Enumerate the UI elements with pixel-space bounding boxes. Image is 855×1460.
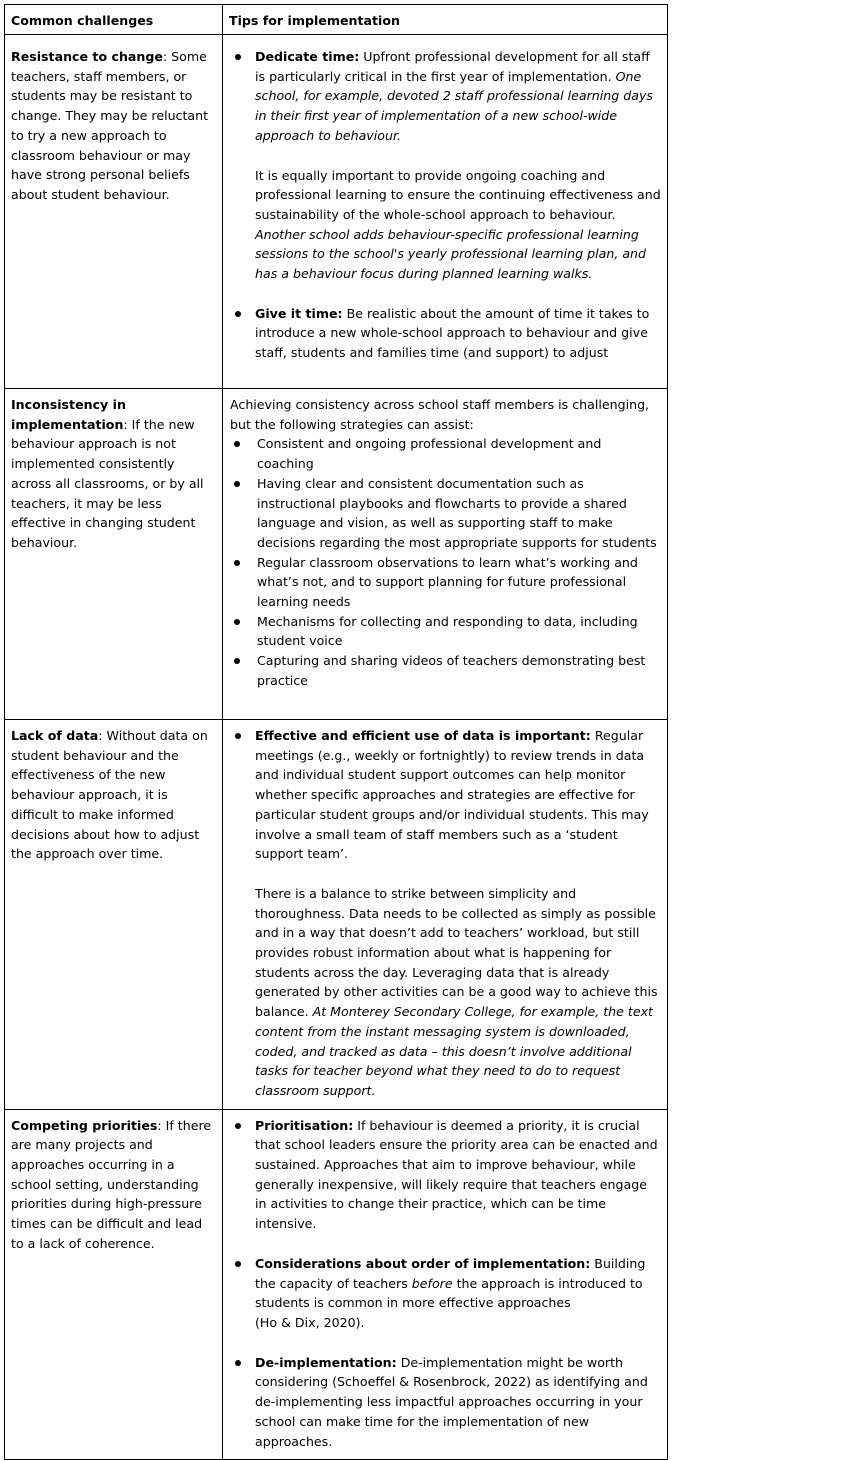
tip-text: Regular meetings (e.g., weekly or fortnightly) to review trends in data and individual student support outcomes can help monitor whether specific approaches and strategies are effective for particular student groups and/or individual students. This may involve a small team of staff members such as a ‘student support team’. [255, 728, 649, 862]
tip-emphasis: before [411, 1275, 453, 1291]
challenge-cell [5, 35, 223, 389]
bullet-icon [235, 1360, 241, 1366]
challenge-text: : If the new behaviour approach is not implemented consistently across all classrooms, or by all teachers, it may be less effective in changing student behaviour. [11, 416, 204, 550]
tip-text: De-implementation might be worth considering (Schoeffel & Rosenbrock, 2022) as identifying and de-implementing less impactful approaches occurring in your school can make time for the implementation of new approaches. [255, 1354, 648, 1449]
tips-cell [223, 1109, 668, 1460]
table-row [5, 389, 668, 720]
challenge-text: : If there are many projects and approaches occurring in a school setting, understanding priorities during high-pressure times can be difficult and lead to a lack of coherence. [11, 1117, 212, 1251]
bullet-icon [235, 54, 241, 60]
tip-text: If behaviour is deemed a priority, it is crucial that school leaders ensure the priority area can be enacted and sustained. Approaches that aim to improve behaviour, while generally inexpensive, will likely require that teachers engage in activities to change their practice, which can be time intensive. [255, 1117, 658, 1232]
tip-text: Building the capacity of teachers [255, 1255, 646, 1291]
list-item [230, 612, 661, 651]
table-row [5, 1109, 668, 1460]
challenge-text: : Without data on student behaviour and the effectiveness of the new behaviour approach, it is difficult to make informed decisions about how to adjust the approach over time. [11, 728, 208, 862]
tip-title: Considerations about order of implementation: [255, 1255, 591, 1271]
tip-title: Prioritisation: [255, 1117, 354, 1133]
tips-cell [223, 720, 668, 1110]
bullet-icon [234, 481, 240, 487]
header-tips-for-implementation: Tips for implementation [223, 5, 668, 35]
tips-intro: Achieving consistency across school staff members is challenging, but the following strategies can assist: [230, 397, 650, 432]
bullet-icon [234, 441, 240, 447]
tip-paragraph-text: It is equally important to provide ongoing coaching and professional learning to ensure the continuing effectiveness and sustainability of the whole-school approach to behaviour. [255, 167, 661, 222]
tip-title: Effective and efficient use of data is important: [255, 728, 591, 743]
list-item [230, 553, 661, 612]
header-common-challenges: Common challenges [5, 5, 223, 35]
tip-title: Give it time: [255, 305, 343, 321]
list-item [230, 474, 661, 553]
bullet-icon [235, 311, 241, 317]
challenges-table [4, 4, 668, 1460]
challenge-text: : Some teachers, staff members, or students may be resistant to change. They may be reluctant to try a new approach to classroom behaviour or may have strong personal beliefs about student behaviour. [11, 49, 209, 202]
list-item-text: Regular classroom observations to learn what’s working and what’s not, and to support planning for future professional learning needs [257, 554, 638, 610]
list-item [230, 726, 661, 1101]
list-item-text: Mechanisms for collecting and responding to data, including student voice [257, 613, 638, 649]
tip-example: One school, for example, devoted 2 staff professional learning days in their first year of implementation of a new school-wide approach to behaviour. [255, 68, 653, 143]
tips-cell [223, 389, 668, 720]
challenge-cell [5, 1109, 223, 1460]
header-row [5, 5, 668, 35]
list-item-text: Having clear and consistent documentation such as instructional playbooks and flowcharts to provide a shared language and vision, as well as supporting staff to make decisions regarding the most appropriate supports for students [257, 475, 657, 550]
tip-paragraph-example: Another school adds behaviour-specific professional learning sessions to the school's yearly professional learning plan, and has a behaviour focus during planned learning walks. [255, 226, 647, 282]
challenge-title: Inconsistency in implementation [11, 397, 126, 432]
challenge-cell [5, 389, 223, 720]
bullet-icon [234, 658, 240, 664]
tip-title: Dedicate time: [255, 49, 360, 64]
tips-cell [223, 35, 668, 389]
list-item [230, 651, 661, 690]
tip-paragraph-example: At Monterey Secondary College, for example, the text content from the instant messaging system is downloaded, coded, and tracked as data – this doesn’t involve additional tasks for teacher beyond what they need to do to request classroom support. [255, 1004, 653, 1098]
challenge-cell [5, 720, 223, 1110]
list-item-text: Consistent and ongoing professional development and coaching [257, 436, 602, 472]
tip-paragraph [255, 884, 661, 1101]
bullet-icon [235, 1261, 241, 1267]
tip-citation: (Ho & Dix, 2020). [255, 1314, 365, 1330]
list-item [230, 1116, 661, 1254]
tip-text-cont: the approach is introduced to students is common in more effective approaches [255, 1275, 643, 1311]
tip-paragraph [255, 166, 661, 284]
bullet-icon [235, 733, 241, 739]
list-item [230, 1254, 661, 1353]
bullet-icon [235, 1123, 241, 1129]
table-row [5, 35, 668, 389]
tip-text: Upfront professional development for all staff is particularly critical in the first year of implementation. [255, 49, 650, 84]
tip-paragraph-text: There is a balance to strike between simplicity and thoroughness. Data needs to be collected as simply as possible and in a way that doesn’t add to teachers’ workload, but still provides robust information about what is happening for students across the day. Leveraging data that is already generated by other activities can be a good way to achieve this balance. [255, 885, 658, 1020]
challenge-title: Lack of data [11, 728, 99, 743]
list-item-text: Capturing and sharing videos of teachers demonstrating best practice [257, 653, 646, 688]
list-item [230, 304, 661, 363]
table-row [5, 720, 668, 1110]
list-item [230, 47, 661, 304]
bullet-icon [234, 560, 240, 566]
challenge-title: Competing priorities [11, 1117, 158, 1133]
list-item [230, 434, 661, 473]
bullet-icon [234, 619, 240, 625]
tip-text: Be realistic about the amount of time it takes to introduce a new whole-school approach to behaviour and give staff, students and families time (and support) to adjust [255, 305, 650, 361]
tip-title: De-implementation: [255, 1354, 397, 1370]
challenge-title: Resistance to change [11, 49, 163, 64]
list-item [230, 1353, 661, 1452]
